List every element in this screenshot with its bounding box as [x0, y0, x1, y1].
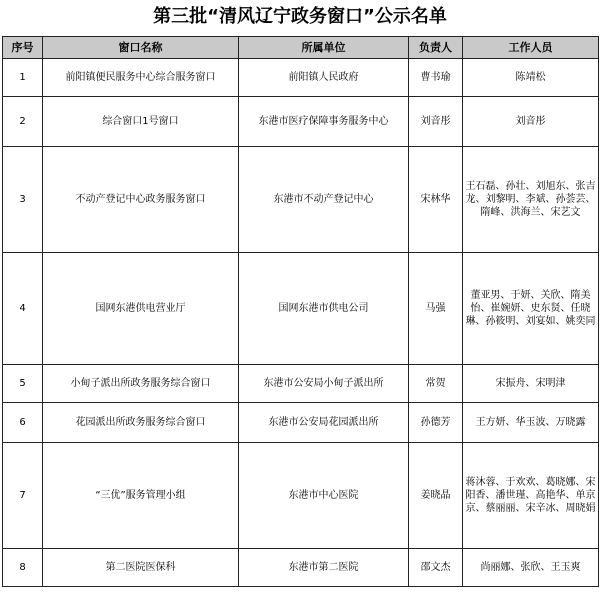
cell-unit: 东港市公安局花园派出所	[239, 403, 409, 443]
cell-staff: 尚丽娜、张欣、王玉爽	[463, 549, 599, 587]
cell-unit: 东港市公安局小甸子派出所	[239, 365, 409, 403]
cell-leader: 刘音彤	[409, 97, 463, 147]
cell-leader: 曹书瑜	[409, 59, 463, 97]
cell-seq: 4	[3, 253, 43, 365]
header-window-name: 窗口名称	[43, 37, 239, 59]
table-row	[3, 403, 599, 443]
cell-unit: 前阳镇人民政府	[239, 59, 409, 97]
cell-window-name: 花园派出所政务服务综合窗口	[43, 403, 239, 443]
cell-staff: 刘音彤	[463, 97, 599, 147]
cell-staff: 蒋沐蓉、于欢欢、葛晓娜、宋阳香、潘世瑾、高艳华、单京京、蔡丽丽、宋辛冰、周晓娟	[463, 443, 599, 549]
table-row	[3, 147, 599, 253]
cell-seq: 5	[3, 365, 43, 403]
cell-leader: 邵文杰	[409, 549, 463, 587]
cell-seq: 1	[3, 59, 43, 97]
cell-unit: 东港市中心医院	[239, 443, 409, 549]
cell-staff: 王石磊、孙壮、刘旭东、张吉龙、刘黎明、李斌、孙荟芸、隋峰、洪海兰、宋艺文	[463, 147, 599, 253]
table-row	[3, 253, 599, 365]
cell-staff: 陈靖松	[463, 59, 599, 97]
cell-window-name: 国网东港供电营业厅	[43, 253, 239, 365]
cell-window-name: 前阳镇便民服务中心综合服务窗口	[43, 59, 239, 97]
cell-window-name: 不动产登记中心政务服务窗口	[43, 147, 239, 253]
table-row	[3, 443, 599, 549]
cell-seq: 2	[3, 97, 43, 147]
cell-window-name: 第二医院医保科	[43, 549, 239, 587]
cell-staff: 董亚男、于妍、关欣、隋美怡、崔婉妍、史东贤、任晓琳、孙筱明、刘宴如、姚奕同	[463, 253, 599, 365]
cell-seq: 7	[3, 443, 43, 549]
cell-unit: 东港市第二医院	[239, 549, 409, 587]
cell-seq: 6	[3, 403, 43, 443]
cell-window-name: 综合窗口1号窗口	[43, 97, 239, 147]
cell-window-name: “三优”服务管理小组	[43, 443, 239, 549]
table-row	[3, 549, 599, 587]
table-row	[3, 97, 599, 147]
header-staff: 工作人员	[463, 37, 599, 59]
cell-staff: 宋振舟、宋明津	[463, 365, 599, 403]
cell-unit: 国网东港市供电公司	[239, 253, 409, 365]
table-header-row	[3, 37, 599, 59]
cell-staff: 王方妍、华玉波、万晓露	[463, 403, 599, 443]
cell-leader: 常贺	[409, 365, 463, 403]
cell-window-name: 小甸子派出所政务服务综合窗口	[43, 365, 239, 403]
header-unit: 所属单位	[239, 37, 409, 59]
cell-seq: 8	[3, 549, 43, 587]
cell-leader: 马强	[409, 253, 463, 365]
cell-unit: 东港市医疗保障事务服务中心	[239, 97, 409, 147]
cell-seq: 3	[3, 147, 43, 253]
table-row	[3, 59, 599, 97]
cell-leader: 宋林华	[409, 147, 463, 253]
roster-table	[2, 36, 599, 587]
page-title: 第三批“清风辽宁政务窗口”公示名单	[153, 6, 447, 27]
cell-leader: 姜晓晶	[409, 443, 463, 549]
header-seq: 序号	[3, 37, 43, 59]
cell-leader: 孙德芳	[409, 403, 463, 443]
cell-unit: 东港市不动产登记中心	[239, 147, 409, 253]
header-leader: 负责人	[409, 37, 463, 59]
table-row	[3, 365, 599, 403]
